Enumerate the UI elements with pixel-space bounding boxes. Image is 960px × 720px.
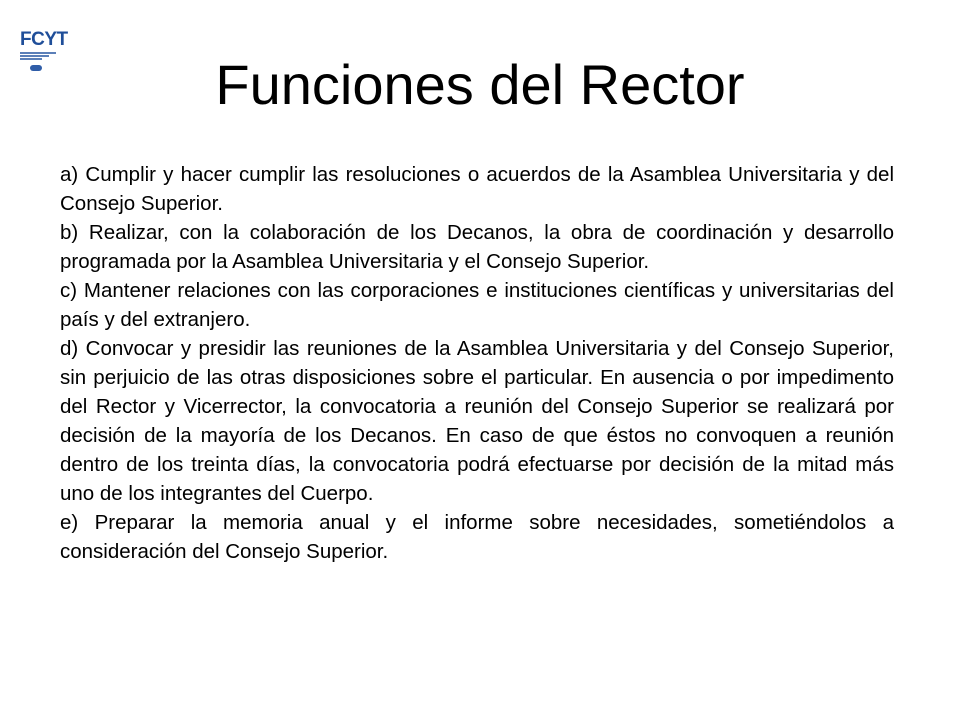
logo-text: FCYT bbox=[20, 29, 68, 50]
list-item: d) Convocar y presidir las reuniones de la Asamblea Universitaria y del Consejo Superior, sin perjuicio de las otras disposiciones sobre el particular. En ausencia o por impedimento del Rector y Vicerrector, la convocatoria a reunión del Consejo Superior se realizará por decisión de la mayoría de los Decanos. En caso de que éstos no convoquen a reunión dentro de los treinta días, la convocatoria podrá efectuarse por decisión de la mitad más uno de los integrantes del Cuerpo. bbox=[60, 337, 894, 505]
list-item: e) Preparar la memoria anual y el informe sobre necesidades, sometiéndolos a consideración del Consejo Superior. bbox=[60, 511, 894, 563]
list-item: b) Realizar, con la colaboración de los Decanos, la obra de coordinación y desarrollo programada por la Asamblea Universitaria y el Consejo Superior. bbox=[60, 221, 894, 273]
slide-title: Funciones del Rector bbox=[215, 53, 745, 116]
list-item: a) Cumplir y hacer cumplir las resoluciones o acuerdos de la Asamblea Universitaria y del Consejo Superior. bbox=[60, 163, 894, 215]
slide-body bbox=[60, 160, 894, 566]
list-item: c) Mantener relaciones con las corporaciones e instituciones científicas y universitarias del país y del extranjero. bbox=[60, 279, 894, 331]
